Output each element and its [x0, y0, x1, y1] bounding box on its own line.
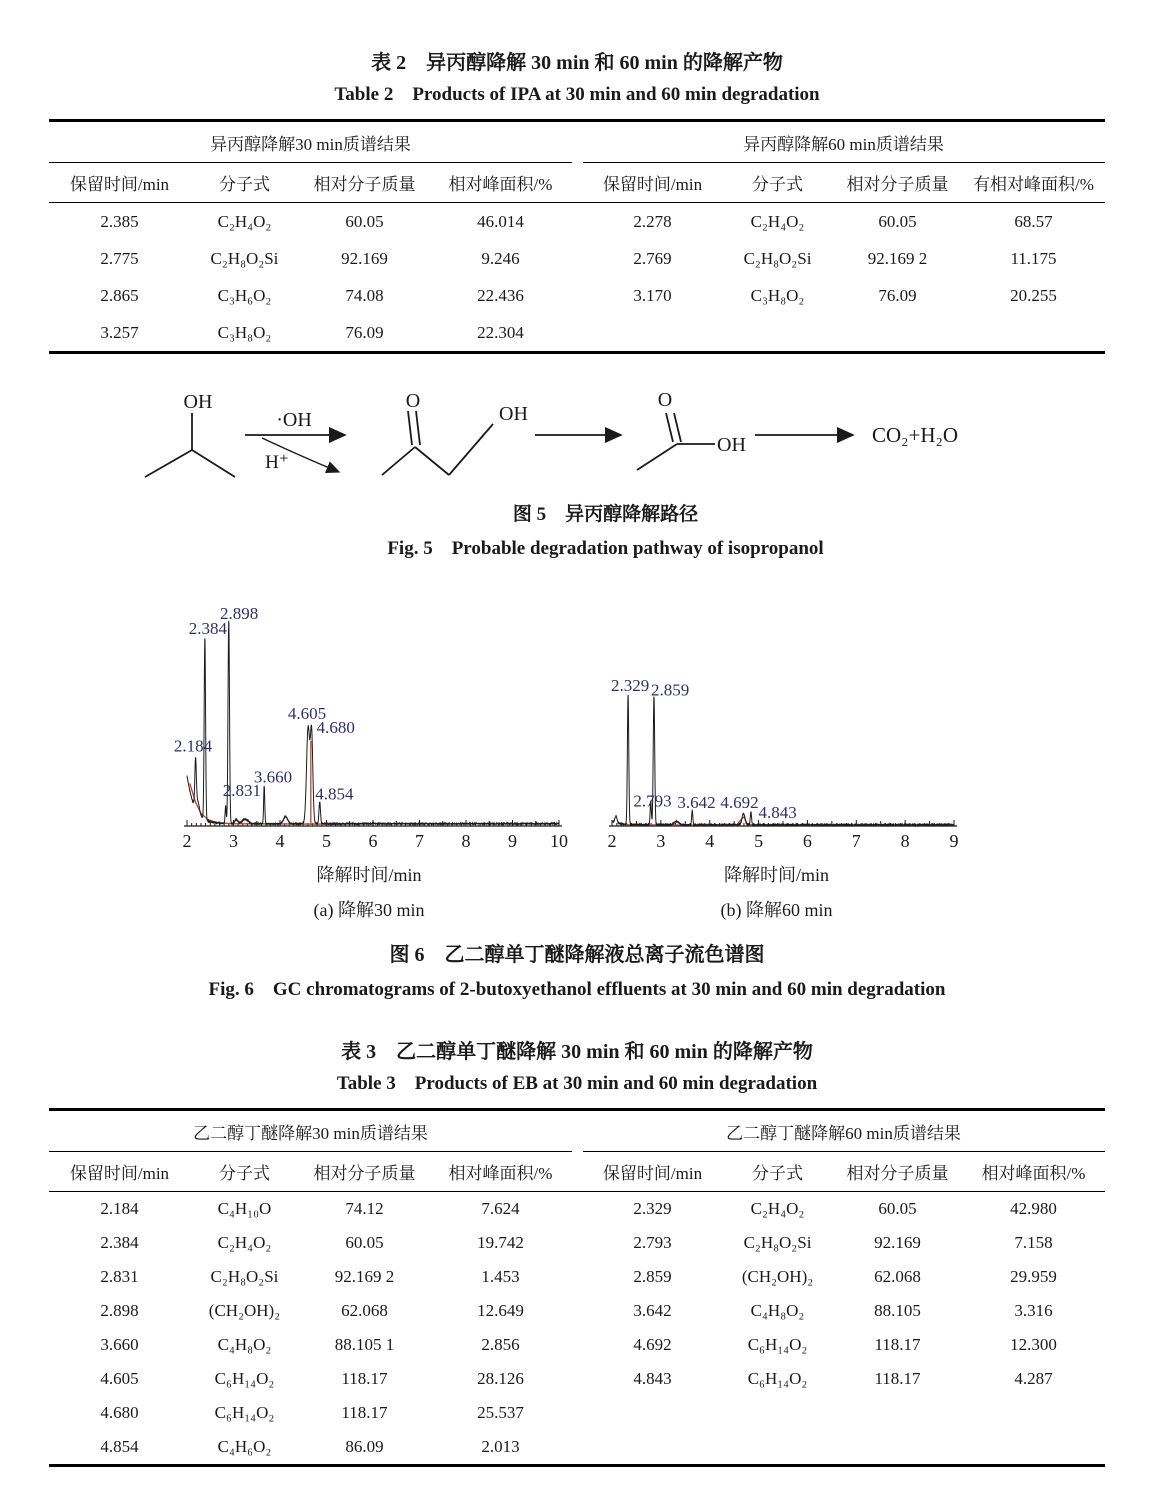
table-cell: 4.854 [100, 1437, 139, 1456]
table3-header-row [49, 1152, 1104, 1192]
peak-label: 2.384 [188, 618, 228, 638]
x-tick-label: 6 [802, 831, 812, 851]
table-cell: 2.385 [100, 212, 139, 231]
peak-label: 4.680 [316, 717, 355, 737]
table-cell: 4.287 [1014, 1369, 1053, 1388]
peak-label: 4.843 [758, 802, 797, 822]
peak-label: 3.642 [677, 793, 716, 812]
table-cell: 22.436 [477, 286, 524, 305]
col-header: 保留时间/min [49, 1152, 189, 1192]
table-row [49, 1362, 1104, 1396]
table3-group-left: 乙二醇丁醚降解30 min质谱结果 [49, 1110, 571, 1152]
table-cell: 68.57 [1014, 212, 1053, 231]
table-cell: C₂H₄O₂ [217, 212, 272, 231]
table-row [49, 1396, 1104, 1430]
col-header: 相对峰面积/% [963, 1152, 1105, 1192]
table-cell [723, 314, 833, 353]
table-cell: 60.05 [345, 1233, 384, 1252]
table-cell: 2.865 [100, 286, 139, 305]
table-cell: 7.158 [1014, 1233, 1053, 1252]
table-cell: 118.17 [341, 1403, 388, 1422]
table-cell: 46.014 [477, 212, 524, 231]
table-cell: 60.05 [878, 1199, 917, 1218]
table-cell: 42.980 [1010, 1199, 1057, 1218]
table-cell [963, 1430, 1105, 1466]
table-cell: 20.255 [1010, 286, 1057, 305]
table2-title-zh: 表 2 异丙醇降解 30 min 和 60 min 的降解产物 [371, 52, 783, 74]
table3-group-row [49, 1110, 1104, 1152]
table-cell [723, 1396, 833, 1430]
table-cell: 86.09 [345, 1437, 384, 1456]
table-cell: 12.649 [477, 1301, 524, 1320]
table-cell: 2.859 [633, 1267, 672, 1286]
table-cell: 11.175 [1010, 249, 1057, 268]
table-cell: 28.126 [477, 1369, 524, 1388]
co2-h2o-label: CO₂+H₂O [872, 423, 958, 447]
table-cell: 2.775 [100, 249, 139, 268]
col-header: 相对分子质量 [833, 163, 963, 203]
table-cell: C₃H₆O₂ [217, 286, 272, 305]
x-tick-label: 5 [322, 831, 331, 851]
x-tick-label: 4 [705, 831, 715, 851]
chart-a-xlabel: 降解时间/min [316, 865, 422, 885]
table-cell [833, 314, 963, 353]
table-cell [583, 1396, 723, 1430]
table2-header-row [49, 163, 1104, 203]
col-header: 有相对峰面积/% [963, 163, 1105, 203]
x-tick-label: 7 [851, 831, 861, 851]
table-cell: C₆H₁₄O₂ [747, 1335, 808, 1354]
table-cell [583, 314, 723, 353]
table-cell [723, 1430, 833, 1466]
chromatogram-a-svg [169, 590, 569, 856]
table-cell: 3.660 [100, 1335, 139, 1354]
column-gap [572, 1294, 583, 1328]
table-row [49, 1192, 1104, 1227]
table-cell: C₄H₈O₂ [217, 1335, 272, 1354]
table-cell: C₂H₄O₂ [750, 1199, 805, 1218]
peak-label: 2.831 [222, 781, 261, 801]
table3-title-zh: 表 3 乙二醇单丁醚降解 30 min 和 60 min 的降解产物 [341, 1041, 813, 1063]
table-row [49, 1226, 1104, 1260]
table-cell: (CH₂OH)₂ [208, 1301, 281, 1320]
table-cell: 2.769 [633, 249, 672, 268]
col-header: 相对峰面积/% [429, 163, 571, 203]
table-row [49, 1294, 1104, 1328]
table-cell: 1.453 [481, 1267, 520, 1286]
ketone-o-label: O [405, 390, 421, 412]
table-cell: C₆H₁₄O₂ [747, 1369, 808, 1388]
table-cell [963, 314, 1105, 353]
col-header: 分子式 [723, 163, 833, 203]
table3-title-en: Table 3 Products of EB at 30 min and 60 min degradation [336, 1073, 818, 1094]
table-cell: 2.184 [100, 1199, 139, 1218]
table-cell: 3.257 [100, 323, 139, 342]
table-cell: 2.831 [100, 1267, 139, 1286]
x-tick-label: 9 [949, 831, 959, 851]
peak-label: 2.184 [173, 736, 213, 756]
column-gap [572, 1260, 583, 1294]
table-cell: 4.680 [100, 1403, 139, 1422]
figure5-section [57, 380, 1154, 560]
x-tick-label: 2 [182, 831, 192, 851]
table-row [49, 1328, 1104, 1362]
table-cell: C₆H₁₄O₂ [214, 1403, 275, 1422]
table-cell: 12.300 [1010, 1335, 1057, 1354]
x-tick-label: 10 [550, 831, 568, 851]
table-cell: C₃H₈O₂ [217, 323, 272, 342]
col-header: 相对分子质量 [299, 163, 429, 203]
column-gap [572, 240, 583, 277]
table-cell: C₂H₈O₂Si [210, 249, 279, 268]
table-cell: 76.09 [878, 286, 917, 305]
table-cell: C₆H₁₄O₂ [214, 1369, 275, 1388]
table2-section [0, 50, 1154, 354]
table2-group-row [49, 121, 1104, 163]
figure6-caption-en: Fig. 6 GC chromatograms of 2-butoxyethanol effluents at 30 min and 60 min degradation [208, 979, 946, 1000]
table-cell: 60.05 [878, 212, 917, 231]
peak-label: 3.660 [253, 767, 293, 787]
column-gap [572, 1152, 583, 1192]
table-cell: 4.692 [633, 1335, 672, 1354]
table3-products-of-eb [49, 1108, 1104, 1467]
table-cell: 118.17 [341, 1369, 388, 1388]
table-cell: 92.169 [874, 1233, 921, 1252]
chart-a-caption: (a) 降解30 min [313, 900, 425, 920]
table-cell: 74.12 [345, 1199, 384, 1218]
table-cell: C₄H₈O₂ [750, 1301, 805, 1320]
chromatogram-b-block [594, 590, 959, 922]
table-cell: 76.09 [345, 323, 384, 342]
table-cell [833, 1430, 963, 1466]
table-cell: 4.843 [633, 1369, 672, 1388]
column-gap [572, 1396, 583, 1430]
table-cell: C₄H₁₀O [217, 1199, 272, 1218]
table-cell: C₂H₄O₂ [750, 212, 805, 231]
table-cell: 2.384 [100, 1233, 139, 1252]
col-header: 分子式 [723, 1152, 833, 1192]
figure5-caption-zh: 图 5 异丙醇降解路径 [512, 504, 699, 525]
table2-products-of-ipa [49, 119, 1104, 354]
peak-label: 4.605 [287, 704, 327, 724]
chromatogram-b-svg [594, 590, 959, 856]
table-cell [833, 1396, 963, 1430]
table-row [49, 203, 1104, 241]
x-tick-label: 8 [461, 831, 471, 851]
column-gap [572, 1430, 583, 1466]
peak-label: 4.854 [315, 784, 354, 804]
x-tick-label: 7 [415, 831, 424, 851]
table-cell: 19.742 [477, 1233, 524, 1252]
table-cell [583, 1430, 723, 1466]
chart-b-caption: (b) 降解60 min [720, 900, 833, 920]
table-cell: 7.624 [481, 1199, 520, 1218]
peak-label: 2.329 [610, 676, 650, 695]
table-cell: 2.278 [633, 212, 672, 231]
table-cell: C₂H₈O₂Si [743, 249, 812, 268]
x-tick-label: 6 [368, 831, 378, 851]
table-cell: 3.170 [633, 286, 672, 305]
x-tick-label: 5 [754, 831, 764, 851]
col-header: 相对分子质量 [833, 1152, 963, 1192]
table-cell: 62.068 [874, 1267, 921, 1286]
table2-group-left: 异丙醇降解30 min质谱结果 [49, 121, 571, 163]
table-cell: 92.169 [341, 249, 388, 268]
table-row [49, 1430, 1104, 1466]
table-row [49, 314, 1104, 353]
column-gap [572, 121, 583, 163]
chromatogram-a-block [169, 590, 569, 922]
table-cell: 4.605 [100, 1369, 139, 1388]
table-cell: 62.068 [341, 1301, 388, 1320]
table-cell: 2.329 [633, 1199, 672, 1218]
hydroxyl-radical-label: ·OH [276, 409, 312, 431]
column-gap [572, 1226, 583, 1260]
x-tick-label: 2 [607, 831, 617, 851]
column-gap [572, 1110, 583, 1152]
ketone-oh-label: OH [499, 403, 528, 425]
table-row [49, 1260, 1104, 1294]
table-cell: C₂H₈O₂Si [210, 1267, 279, 1286]
table-cell [963, 1396, 1105, 1430]
table-cell: 92.169 2 [334, 1267, 395, 1286]
column-gap [572, 203, 583, 241]
col-header: 相对分子质量 [299, 1152, 429, 1192]
x-tick-label: 3 [656, 831, 666, 851]
peak-label: 2.793 [633, 791, 672, 811]
table-cell: 29.959 [1010, 1267, 1057, 1286]
table-cell: 74.08 [345, 286, 384, 305]
column-gap [572, 1192, 583, 1227]
table2-title-en: Table 2 Products of IPA at 30 min and 60 min degradation [334, 84, 820, 105]
acid-oh-label: OH [717, 434, 746, 456]
chromatograms-row [169, 590, 1154, 922]
column-gap [572, 1328, 583, 1362]
table-cell: (CH₂OH)₂ [741, 1267, 814, 1286]
table-cell: 92.169 2 [867, 249, 928, 268]
figure6-caption-zh: 图 6 乙二醇单丁醚降解液总离子流色谱图 [389, 944, 765, 966]
table3-group-right: 乙二醇丁醚降解60 min质谱结果 [583, 1110, 1105, 1152]
col-header: 相对峰面积/% [429, 1152, 571, 1192]
table-cell: 22.304 [477, 323, 524, 342]
table-row [49, 277, 1104, 314]
chart-b-xlabel: 降解时间/min [723, 865, 829, 885]
col-header: 分子式 [189, 163, 299, 203]
table-cell: 3.642 [633, 1301, 672, 1320]
x-tick-label: 8 [900, 831, 910, 851]
table-cell: 2.898 [100, 1301, 139, 1320]
table-row [49, 240, 1104, 277]
table-cell: 2.013 [481, 1437, 520, 1456]
col-header: 保留时间/min [49, 163, 189, 203]
table-cell: 3.316 [1014, 1301, 1053, 1320]
table-cell: 2.793 [633, 1233, 672, 1252]
peak-label: 4.692 [720, 793, 759, 812]
table-cell: 118.17 [874, 1335, 921, 1354]
acid-o-label: O [657, 389, 673, 411]
figure6-section [0, 590, 1154, 1001]
column-gap [572, 163, 583, 203]
column-gap [572, 277, 583, 314]
x-tick-label: 3 [229, 831, 238, 851]
table-cell: 118.17 [874, 1369, 921, 1388]
table-cell: C₂H₄O₂ [217, 1233, 272, 1252]
peak-label: 2.859 [651, 680, 690, 700]
table-cell: 9.246 [481, 249, 520, 268]
x-tick-label: 9 [508, 831, 517, 851]
table3-section [0, 1039, 1154, 1467]
table-cell: C₃H₈O₂ [750, 286, 805, 305]
col-header: 分子式 [189, 1152, 299, 1192]
col-header: 保留时间/min [583, 1152, 723, 1192]
table2-group-right: 异丙醇降解60 min质谱结果 [583, 121, 1105, 163]
column-gap [572, 314, 583, 353]
table-cell: 2.856 [481, 1335, 520, 1354]
h-plus-label: H⁺ [265, 452, 289, 473]
table-cell: C₂H₈O₂Si [743, 1233, 812, 1252]
table-cell: 88.105 [874, 1301, 921, 1320]
col-header: 保留时间/min [583, 163, 723, 203]
table-cell: C₄H₆O₂ [217, 1437, 272, 1456]
peak-label: 2.898 [219, 604, 259, 623]
table-cell: 88.105 1 [334, 1335, 395, 1354]
figure5-caption-en: Fig. 5 Probable degradation pathway of isopropanol [387, 538, 824, 559]
column-gap [572, 1362, 583, 1396]
table-cell: 25.537 [477, 1403, 524, 1422]
reaction-scheme-svg [57, 380, 1097, 492]
table-cell: 60.05 [345, 212, 384, 231]
isopropanol-oh-label: OH [183, 391, 213, 413]
x-tick-label: 4 [275, 831, 285, 851]
